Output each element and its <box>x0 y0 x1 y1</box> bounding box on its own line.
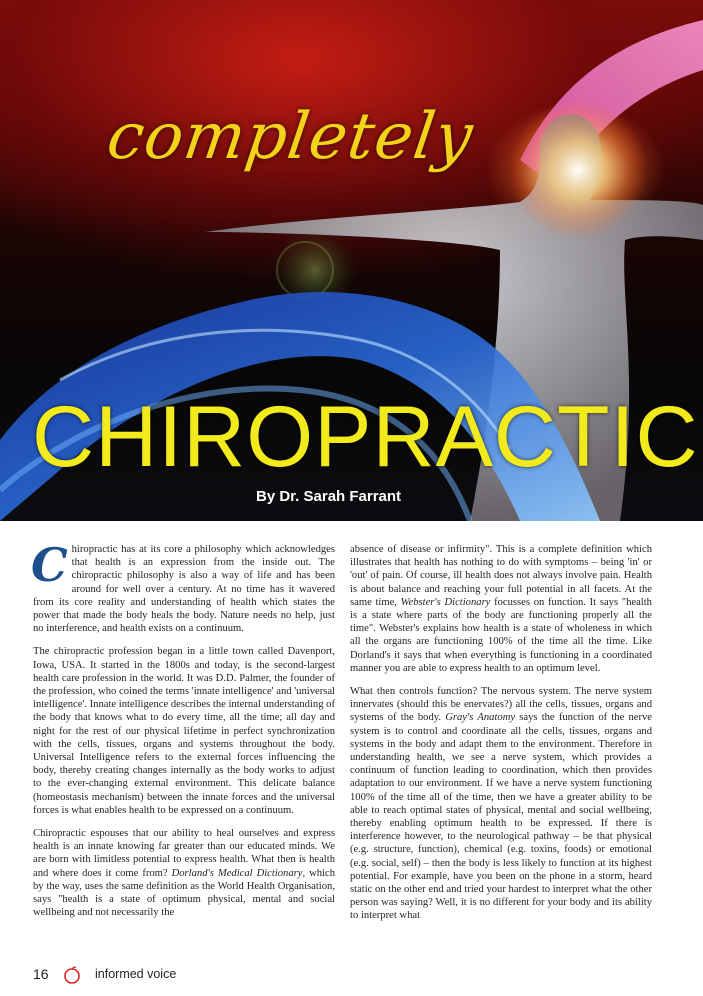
drop-cap: C <box>31 538 68 592</box>
light-flare-shape <box>508 100 648 240</box>
page-number: 16 <box>33 966 49 982</box>
apple-logo-icon <box>63 966 81 984</box>
byline: By Dr. Sarah Farrant <box>256 488 402 505</box>
reference-title: Webster's Dictionary <box>400 596 491 608</box>
article-title: CHIROPRACTIC <box>32 389 699 485</box>
article-column-left <box>31 538 336 929</box>
reference-title: Dorland's Medical Dictionary <box>171 867 303 879</box>
paragraph: absence of disease or infirmity". This is a complete definition which illustrates that health has nothing to do with symptoms – being 'in' or 'out' of pain. Of course, ill health does not always involve pain. Health is about balance and reaching your full potential in all facets. At the same time, Webster's Dictionary focusses on function. It says "health is a state where parts of the body are functioning properly all the time". Webster's explains how health is a state of wholeness in which all the organs are functioning 100% of the time all the time. Like Dorland's it says that when everything is functioning in a coordinated manner you are able to express health to an optimum level. <box>350 544 652 674</box>
script-title: completely <box>102 100 478 174</box>
publication-name: informed voice <box>95 967 177 981</box>
paragraph: What then controls function? The nervous system. The nerve system innervates (should this be enervates?) all the cells, tissues, organs and systems of the body. Gray's Anatomy says the function of the nerve system is to control and coordinate all the cells, tissues, organs and systems in the body and adapt them to the environment. Therefore in understanding health, we see a nerve system, which provides a continuum of function leading to coordination, which then provides adaptation to our environment. If we have a nerve system functioning 100% of the time all of the time, then we have a greater ability to be able to reach optimal states of physical, mental and social wellbeing, thereby enabling optimum health to be expressed. If there is interference however, to the neurological pathway – be that physical (e.g. structure, function), chemical (e.g. toxins, foods) or emotional (e.g. social, self) – then the body is less likely to function at its highest potential. For example, have you been on the phone in a storm, heard static on the other end and tried your hardest to interpret what the other person was saying? Well, it is no different for your body and its ability to interpret what <box>350 686 652 922</box>
reference-title: Gray's Anatomy <box>445 712 516 724</box>
paragraph: Chiropractic has at its core a philosophy which acknowledges that health is an expression from the inside out. The chiropractic philosophy is also a way of life and has been around for well over a century. At no time has it wavered from its core reality and understanding of health which states the power that made the body heals the body. Nature needs no help, just no interference, and health exists on a continuum. <box>31 538 335 635</box>
paragraph: Chiropractic espouses that our ability to heal ourselves and express health is an innate knowing far greater than our educated minds. We are born with limitless potential to express health. What then is health and where does it come from? Dorland's Medical Dictionary, which by the way, uses the same definition as the World Health Organisation, says "health is a state of optimum physical, mental and social wellbeing and not necessarily the <box>33 828 336 919</box>
article-column-right <box>350 543 652 933</box>
paragraph: The chiropractic profession began in a little town called Davenport, Iowa, USA. It started in the 1800s and today, is the second-largest health care profession in the world. It was D.D. Palmer, the founder of the profession, who coined the terms 'innate intelligence' and 'universal intelligence'. Innate intelligence describes the internal understanding of the body that knows what to do every time, all the time; all day and night for the rest of our physical lifetime in perfect synchronization with the cells, tissues, organs and systems throughout the body. Universal Intelligence refers to the external forces influencing the body, thereby creating changes internally as the body works to adjust to the ever-changing external environment. This delicate balance (homeostasis mechanism) between the innate forces and the universal forces is what enables health to be expressed on a continuum. <box>33 646 335 816</box>
